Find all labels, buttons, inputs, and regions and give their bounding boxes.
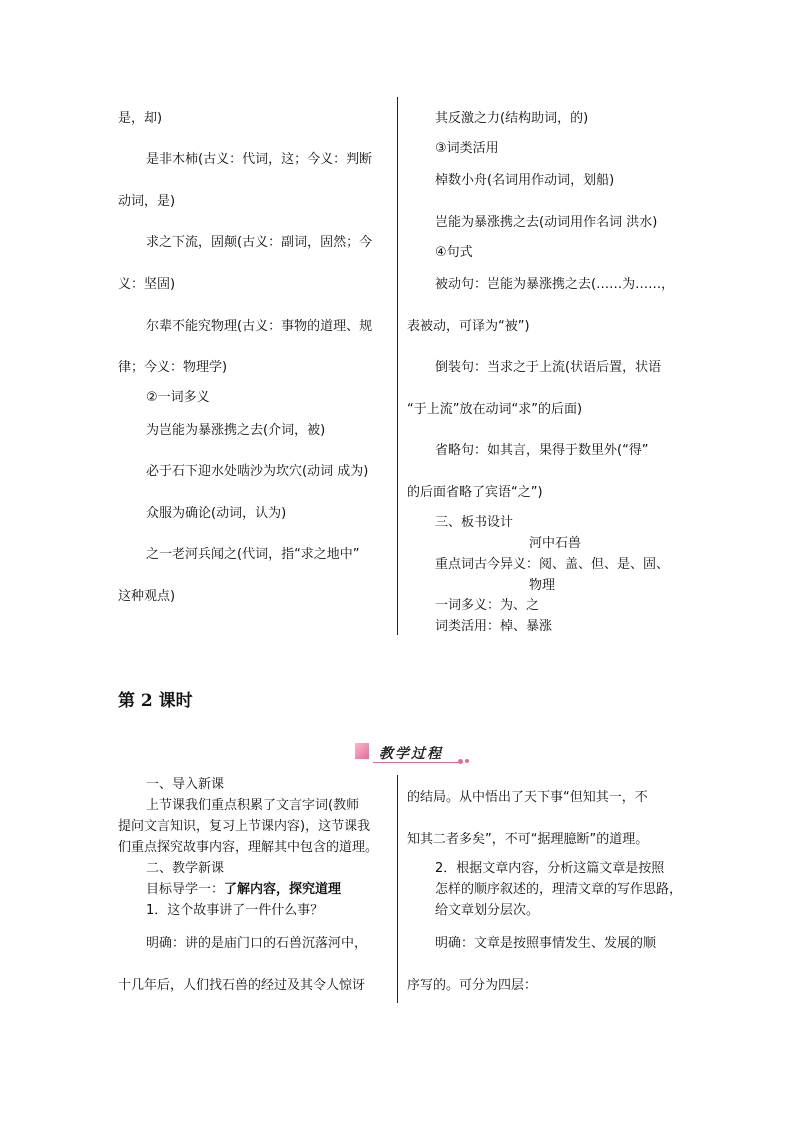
banner-decoration [355,743,369,759]
text-line: 上节课我们重点积累了文言字词(教师 [146,798,360,813]
banner-dot [458,759,463,764]
text-line: 给文章划分层次。 [435,903,540,918]
text-line: 棹数小舟(名词用作动词，划船) [435,173,615,188]
text-line: 们重点探究故事内容，理解其中包含的道理。 [118,840,379,855]
text-line: 岂能为暴涨携之去(动词用作名词 洪水) [435,215,658,230]
text-line: 怎样的顺序叙述的，理清文章的写作思路， [435,882,683,897]
section-banner [355,741,470,765]
text-line: 一词多义：为、之 [435,598,540,613]
text-line: 序写的。可分为四层： [407,978,538,993]
text-line: 提问文言知识，复习上节课内容)，这节课我 [118,819,371,834]
text-line: 是，却) [118,111,163,126]
text-line: ②一词多义 [146,390,210,405]
question-line: 2．根据文章内容，分析这篇文章是按照 [435,861,665,876]
lesson-heading: 第 2 课时 [118,691,193,711]
text-line: 重点词古今异义：阅、盖、但、是、固、 [435,557,670,572]
banner-underline [373,762,461,763]
text-line: 之一老河兵闻之(代词，指“求之地中” [146,547,360,562]
question-line: 1．这个故事讲了一件什么事？ [146,903,324,918]
text-line: 这种观点) [118,589,176,604]
text-line: 的结局。从中悟出了天下事“但知其一，不 [407,790,648,805]
text-line: 其反激之力(结构助词，的) [435,111,589,126]
text-line: 尔辈不能究物理(古义：事物的道理、规 [146,319,373,334]
text-line: 是非木柿(古义：代词，这；今义：判断 [146,152,373,167]
text-line: 被动句：岂能为暴涨携之去(……为……， [435,277,675,292]
section-title: 二、教学新课 [146,861,225,876]
text-line: 物理 [529,578,556,593]
text-line: 必于石下迎水处啮沙为坎穴(动词 成为) [146,464,369,479]
text-line: 倒装句：当求之于上流(状语后置，状语 [435,360,662,375]
text-line: 知其二者多矣”，不可“据理臆断”的道理。 [407,832,649,847]
banner-dot [465,759,469,763]
text-line: 的后面省略了宾语“之”) [407,485,543,500]
column-divider [397,97,398,635]
text-line: 求之下流，固颠(古义：副词，固然；今 [146,235,373,250]
text-line: 明确：讲的是庙门口的石兽沉落河中， [146,936,368,951]
banner-title: 教学过程 [379,746,443,762]
objective-line [146,882,341,898]
board-title: 河中石兽 [529,536,582,551]
text-line: 十几年后，人们找石兽的经过及其令人惊讶 [118,978,366,993]
section-title: 三、板书设计 [435,515,514,530]
text-line: 义：坚固) [118,277,176,292]
section-title: 一、导入新课 [146,777,225,792]
text-line: 为岂能为暴涨携之去(介词，被) [146,423,326,438]
text-line: 众服为确论(动词，认为) [146,506,287,521]
text-line: 律；今义：物理学) [118,360,228,375]
text-line: 表被动，可译为“被”) [407,319,530,334]
text-line: ③词类活用 [435,141,499,156]
objective-emphasis: 了解内容，探究道理 [224,882,342,897]
text-line: “于上流”放在动词“求”的后面) [407,402,583,417]
column-divider [397,775,398,1003]
text-line: 省略句：如其言，果得于数里外(“得” [435,443,649,458]
text-line: 词类活用：棹、暴涨 [435,619,553,634]
text-line: ④句式 [435,245,473,260]
text-line: 明确：文章是按照事情发生、发展的顺 [435,936,657,951]
text-line: 动词，是) [118,194,176,209]
objective-label: 目标导学一： [146,882,225,897]
